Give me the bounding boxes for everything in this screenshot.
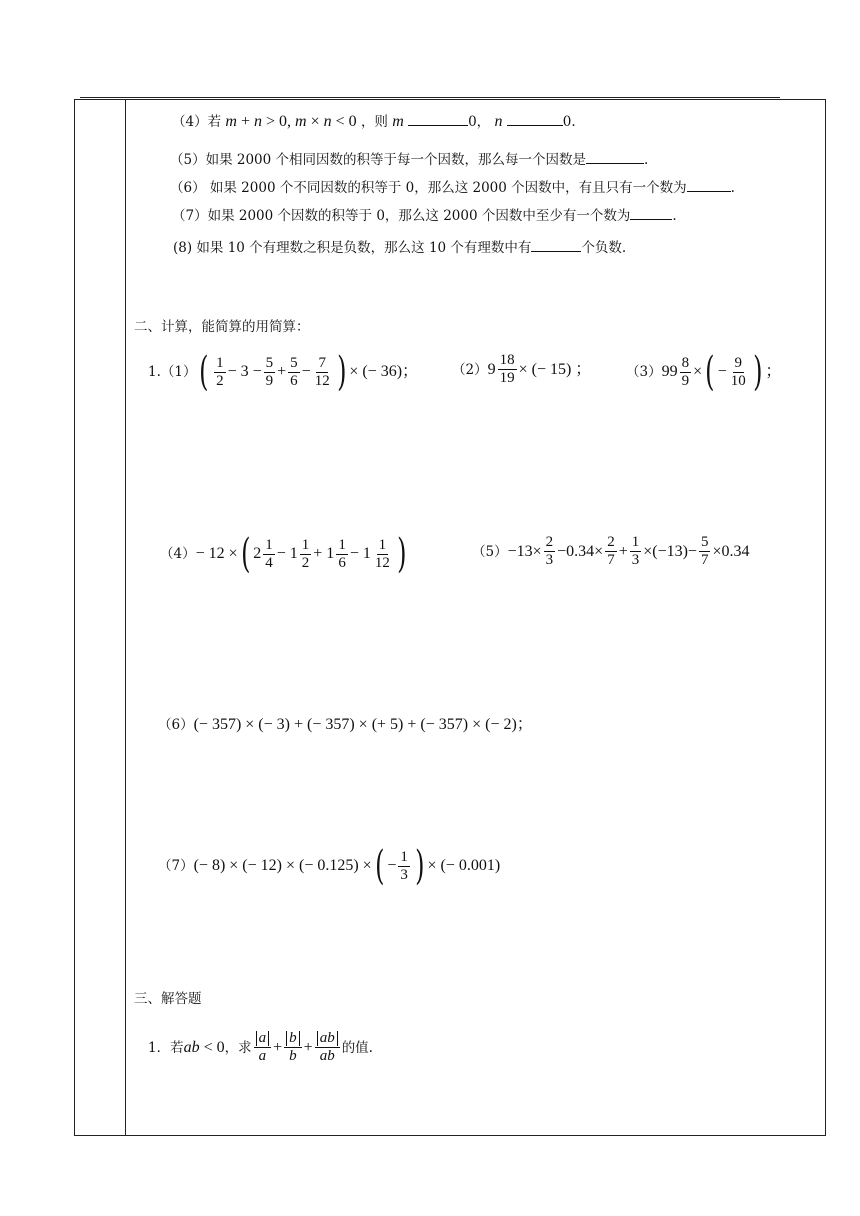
s3q1-cond: ab < 0 bbox=[183, 1038, 225, 1056]
q6-period: . bbox=[730, 180, 735, 196]
p5-d: ×(−13)− bbox=[643, 542, 697, 560]
p2-times: × (− 15) ； bbox=[518, 360, 592, 378]
q8-text-a: (8) 如果 10 个有理数之积是负数，那么这 10 个有理数中有 bbox=[173, 240, 532, 256]
q4-label: （4）若 bbox=[172, 114, 222, 130]
s3q1-a: 1．若 bbox=[148, 1039, 184, 1056]
p4-lparen: ( bbox=[240, 531, 251, 577]
section-3-question-1 bbox=[148, 1030, 373, 1065]
p1-rparen: ) bbox=[336, 349, 347, 395]
q4-then: ，则 bbox=[360, 114, 388, 130]
p3-semicolon: ； bbox=[765, 363, 782, 380]
p7-expr-b: × (− 0.001) bbox=[427, 857, 501, 874]
question-5 bbox=[170, 150, 648, 169]
p4-minus-1b: − 1 bbox=[349, 545, 371, 562]
p1-frac-5-9: $\frac{5}{9}$ bbox=[265, 354, 274, 389]
q8-blank[interactable] bbox=[531, 238, 581, 252]
p5-frac-1-3: $\frac{1}{3}$ bbox=[631, 534, 640, 568]
p2-frac-18-19: $\frac{18}{19}$ bbox=[499, 352, 515, 386]
p1-frac-1-2: $\frac{1}{2}$ bbox=[216, 354, 224, 389]
p4-frac-1-6: $\frac{1}{6}$ bbox=[338, 536, 346, 571]
p5-a: −13× bbox=[507, 542, 542, 560]
p5-e: ×0.34 bbox=[712, 542, 750, 560]
question-4 bbox=[172, 112, 576, 131]
s3q1-plus1: + bbox=[273, 1038, 283, 1056]
q4-var-n: n bbox=[494, 113, 503, 130]
section-2-heading: 二、计算，能简算的用简算： bbox=[134, 319, 310, 335]
question-8 bbox=[173, 238, 626, 257]
p1-minus: − bbox=[301, 363, 311, 380]
section-3-heading: 三、解答题 bbox=[134, 991, 202, 1007]
p7-expr-a: (− 8) × (− 12) × (− 0.125) × bbox=[193, 857, 372, 874]
p5-label: （5） bbox=[472, 543, 508, 560]
p4-rparen: ) bbox=[396, 531, 407, 577]
p3-rparen: ) bbox=[752, 349, 763, 395]
problem-5 bbox=[472, 534, 749, 569]
p1-frac-5-6: $\frac{5}{6}$ bbox=[290, 354, 298, 389]
q4-zero2: 0. bbox=[562, 114, 576, 130]
p1-label: 1.（1） bbox=[148, 364, 197, 380]
p4-coef: − 12 × bbox=[195, 545, 238, 562]
p4-minus-1: − 1 bbox=[276, 545, 298, 562]
q7-blank[interactable] bbox=[630, 206, 672, 220]
p3-times: × bbox=[693, 363, 703, 380]
q4-blank-n[interactable] bbox=[507, 112, 563, 126]
p5-frac-5-7: $\frac{5}{7}$ bbox=[700, 534, 709, 568]
q8-text-b: 个负数. bbox=[581, 240, 627, 256]
s3q1-b: ，求 bbox=[224, 1039, 252, 1056]
p3-frac-9-10: $\frac{9}{10}$ bbox=[730, 354, 746, 389]
q5-blank[interactable] bbox=[586, 150, 644, 164]
p3-frac-8-9: $\frac{8}{9}$ bbox=[681, 354, 690, 389]
q4-var-m: m bbox=[392, 113, 404, 130]
problem-7 bbox=[158, 843, 501, 889]
p2-label: （2） bbox=[452, 361, 488, 378]
problem-4 bbox=[160, 531, 409, 577]
p4-frac-1-12: $\frac{1}{12}$ bbox=[374, 536, 390, 571]
p2-whole: 9 bbox=[487, 360, 496, 378]
p1-lparen: ( bbox=[199, 349, 209, 395]
p5-b: −0.34× bbox=[557, 542, 604, 560]
p1-times: × (− 36)； bbox=[349, 363, 419, 380]
s3q1-plus2: + bbox=[303, 1038, 313, 1056]
question-6 bbox=[170, 178, 735, 197]
p7-lparen: ( bbox=[374, 843, 385, 889]
q4-zero1: 0， bbox=[468, 114, 491, 130]
p7-frac-1-3: $\frac{1}{3}$ bbox=[400, 848, 408, 883]
p3-minus: − bbox=[717, 363, 727, 380]
p5-c: + bbox=[618, 542, 628, 560]
s3q1-frac-a: $\frac{a}{a}$ bbox=[254, 1030, 272, 1065]
p7-rparen: ) bbox=[414, 843, 425, 889]
s3q1-frac-b: $\frac{b}{b}$ bbox=[284, 1030, 302, 1065]
table-bottom-border bbox=[74, 1135, 826, 1136]
s3q1-c: 的值. bbox=[341, 1039, 373, 1056]
q7-period: . bbox=[672, 208, 677, 224]
table-left-border bbox=[74, 99, 75, 1136]
p4-frac-1-2: $\frac{1}{2}$ bbox=[301, 536, 310, 571]
problem-1-1 bbox=[148, 349, 419, 395]
p4-frac-1-4: $\frac{1}{4}$ bbox=[265, 536, 273, 571]
p6-expr: (− 357) × (− 3) + (− 357) × (+ 5) + (− 357) × (− 2)； bbox=[193, 716, 533, 733]
table-right-border bbox=[825, 99, 826, 1136]
problem-6 bbox=[158, 716, 533, 734]
p5-frac-2-7: $\frac{2}{7}$ bbox=[607, 534, 615, 568]
q6-text: （6） 如果 2000 个不同因数的积等于 0，那么这 2000 个因数中，有且只有一个数为 bbox=[170, 180, 687, 196]
q4-blank-m[interactable] bbox=[408, 112, 468, 126]
p3-lparen: ( bbox=[705, 349, 715, 395]
p1-term-3: − 3 − bbox=[227, 363, 262, 380]
p3-label: （3） bbox=[626, 364, 662, 380]
q7-text: （7）如果 2000 个因数的积等于 0，那么这 2000 个因数中至少有一个数为 bbox=[172, 208, 631, 224]
problem-1-2 bbox=[452, 352, 591, 387]
q5-period: . bbox=[644, 152, 649, 168]
p1-frac-7-12: $\frac{7}{12}$ bbox=[314, 354, 330, 389]
p5-frac-2-3: $\frac{2}{3}$ bbox=[545, 534, 554, 568]
p6-label: （6） bbox=[158, 717, 194, 733]
table-inner-divider bbox=[125, 99, 126, 1136]
p4-whole-2: 2 bbox=[253, 545, 262, 562]
p7-label: （7） bbox=[158, 858, 194, 874]
p3-whole: 99 bbox=[661, 363, 678, 380]
p4-plus-1: + 1 bbox=[313, 545, 335, 562]
table-top-border bbox=[74, 99, 826, 100]
q5-text: （5）如果 2000 个相同因数的积等于每一个因数，那么每一个因数是 bbox=[170, 152, 587, 168]
q6-blank[interactable] bbox=[687, 178, 731, 192]
s3q1-frac-ab: $\frac{ab}{ab}$ bbox=[315, 1030, 340, 1065]
p7-minus: − bbox=[387, 857, 397, 874]
p4-label: （4） bbox=[160, 546, 196, 562]
p1-plus: + bbox=[277, 363, 287, 380]
problem-1-3 bbox=[626, 349, 782, 395]
top-rule bbox=[80, 97, 780, 98]
q4-condition: m + n > 0, m × n < 0 bbox=[225, 113, 357, 130]
question-7 bbox=[172, 206, 677, 225]
